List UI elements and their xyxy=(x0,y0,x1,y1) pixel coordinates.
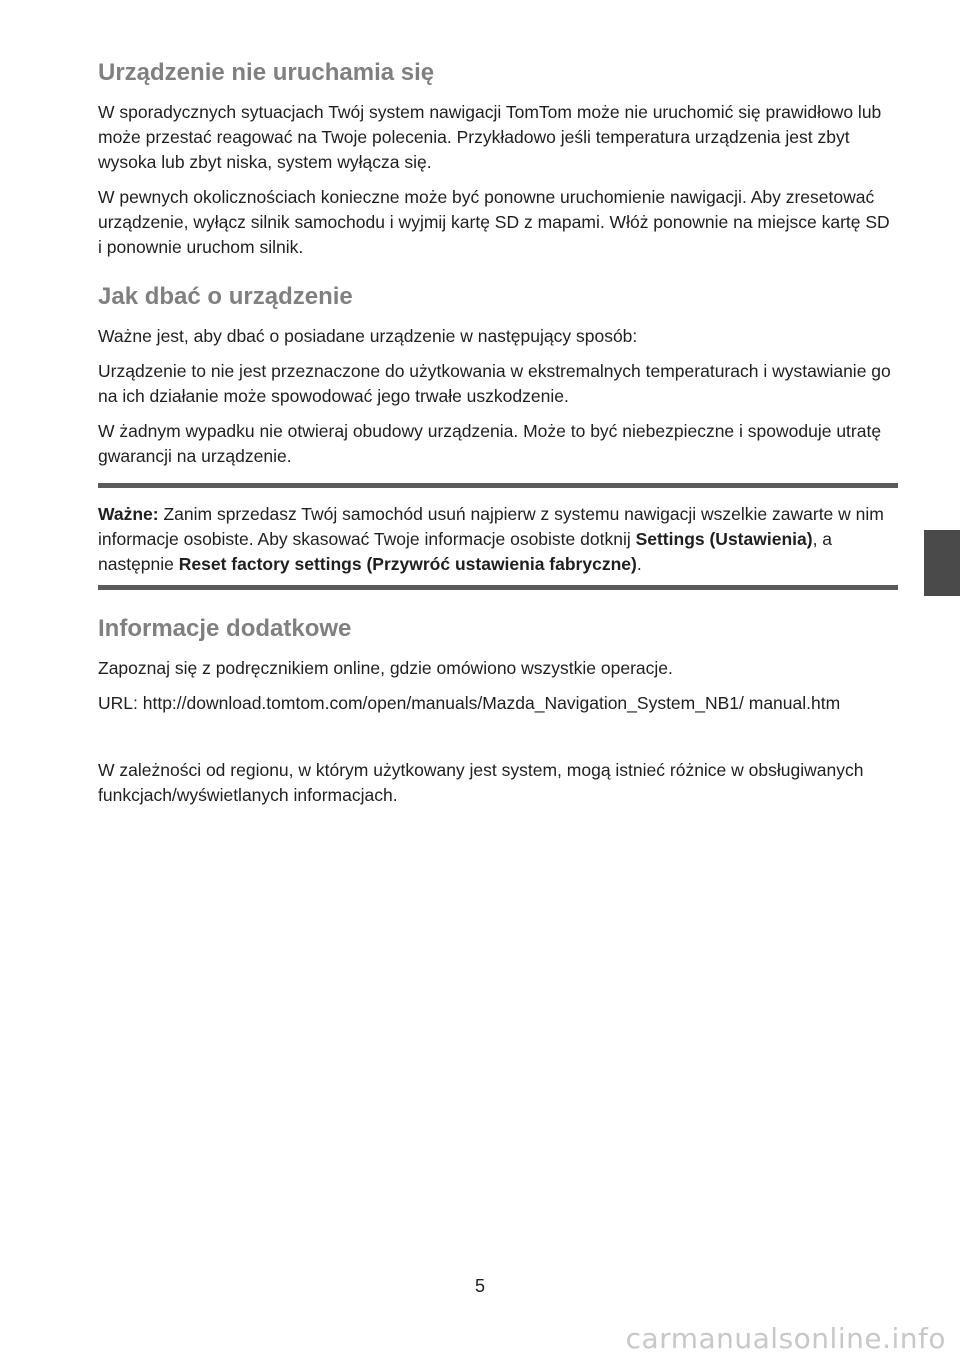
paragraph: W zależności od regionu, w którym użytkowany jest system, mogą istnieć różnice w obsługiwanych funkcjach/wyświetlanych informacjach. xyxy=(98,760,864,805)
heading-device-not-starting: Urządzenie nie uruchamia się xyxy=(98,59,435,86)
paragraph: Urządzenie to nie jest przeznaczone do użytkowania w ekstremalnych temperaturach i wystawianie go na ich działanie może spowodować jego trwałe uszkodzenie. xyxy=(98,361,891,406)
paragraph: Zapoznaj się z podręcznikiem online, gdzie omówiono wszystkie operacje. xyxy=(98,658,673,678)
chapter-tab xyxy=(924,530,960,596)
note-text: Zanim sprzedasz Twój samochód usuń najpierw z systemu nawigacji wszelkie zawarte w nim informacje osobiste. Aby skasować Twoje informacje osobiste dotknij xyxy=(98,504,884,549)
watermark: carmanualsonline.info xyxy=(625,1322,946,1355)
important-note xyxy=(98,483,898,590)
note-reset-term: Reset factory settings (Przywróć ustawienia fabryczne) xyxy=(178,554,637,574)
note-text: . xyxy=(636,554,642,574)
note-text: , a następnie xyxy=(98,529,833,574)
note-settings-term: Settings (Ustawienia) xyxy=(635,529,813,549)
paragraph: Ważne jest, aby dbać o posiadane urządzenie w następujący sposób: xyxy=(98,326,638,346)
paragraph: W żadnym wypadku nie otwieraj obudowy urządzenia. Może to być niebezpieczne i spowoduje utratę gwarancji na urządzenie. xyxy=(98,421,882,466)
manual-url: URL: http://download.tomtom.com/open/manuals/Mazda_Navigation_System_NB1/ manual.htm xyxy=(98,693,841,713)
heading-additional-info: Informacje dodatkowe xyxy=(98,615,352,642)
page-number: 5 xyxy=(474,1276,485,1296)
paragraph: W pewnych okolicznościach konieczne może być ponowne uruchomienie nawigacji. Aby zresetować urządzenie, wyłącz silnik samochodu i wyjmij kartę SD z mapami. Włóż ponownie na miejsce kartę SD i ponownie uruchom silnik. xyxy=(98,187,890,257)
note-label: Ważne: xyxy=(98,504,159,524)
page-content xyxy=(98,56,898,818)
spacer xyxy=(98,726,898,758)
heading-device-care: Jak dbać o urządzenie xyxy=(98,283,353,310)
paragraph: W sporadycznych sytuacjach Twój system nawigacji TomTom może nie uruchomić się prawidłowo lub może przestać reagować na Twoje polecenia. Przykładowo jeśli temperatura urządzenia jest zbyt wysoka lub zbyt niska, system wyłącza się. xyxy=(98,102,882,172)
note-paragraph xyxy=(98,502,898,577)
